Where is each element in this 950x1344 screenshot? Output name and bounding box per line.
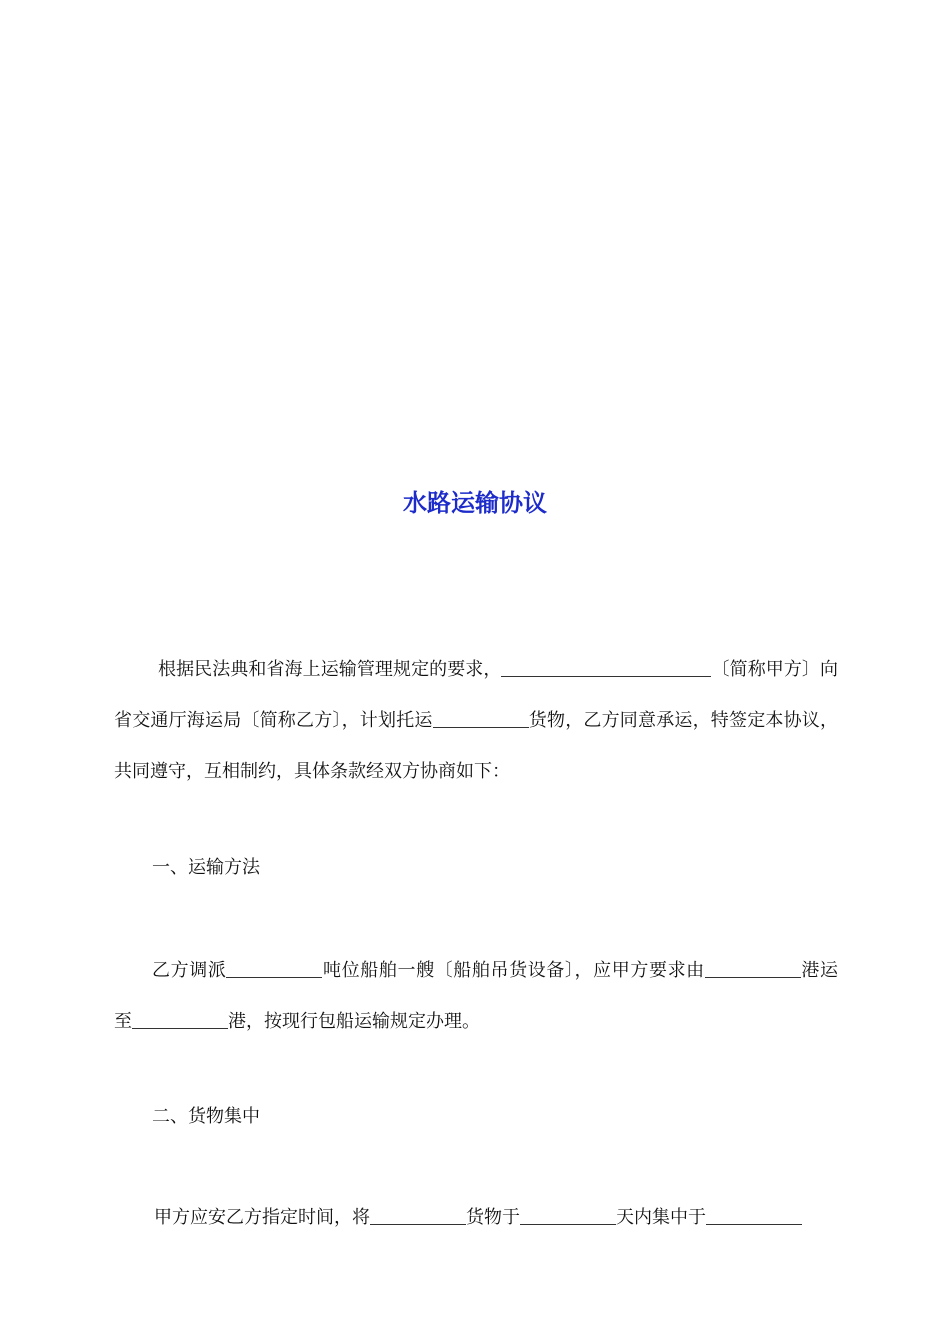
cargo-name-blank[interactable] bbox=[433, 709, 529, 728]
cargo-blank[interactable] bbox=[370, 1206, 466, 1225]
section-2-text-3: 天内集中于 bbox=[616, 1207, 706, 1228]
section-1-text-2: 吨位船舶一艘〔船舶吊货设备〕，应甲方要求由 bbox=[322, 960, 705, 981]
collection-place-blank[interactable] bbox=[706, 1206, 802, 1225]
destination-port-blank[interactable] bbox=[132, 1010, 228, 1029]
section-1-text-4: 港，按现行包船运输规定办理。 bbox=[228, 1011, 480, 1032]
section-1-text-3: 港运至 bbox=[114, 960, 839, 1032]
ship-tonnage-blank[interactable] bbox=[226, 959, 322, 978]
intro-paragraph bbox=[114, 644, 838, 797]
party-a-name-blank[interactable] bbox=[501, 658, 711, 677]
days-blank[interactable] bbox=[520, 1206, 616, 1225]
section-1-text-1: 乙方调派 bbox=[152, 960, 227, 981]
section-1-paragraph bbox=[114, 945, 838, 1047]
intro-text-3: 货物，乙方同意承运，特签定本协议，共同遵守，互相制约，具体条款经双方协商如下： bbox=[114, 710, 839, 782]
intro-text-1: 根据民法典和省海上运输管理规定的要求， bbox=[158, 659, 502, 680]
section-2-paragraph bbox=[114, 1192, 838, 1243]
origin-port-blank[interactable] bbox=[705, 959, 801, 978]
section-2-text-2: 货物于 bbox=[466, 1207, 520, 1228]
section-2-text-1: 甲方应安乙方指定时间，将 bbox=[154, 1207, 370, 1228]
document-title: 水路运输协议 bbox=[403, 489, 547, 517]
intro-text-2: 〔简称甲方〕向省交通厅海运局〔简称乙方〕，计划托运 bbox=[114, 659, 839, 731]
section-1-heading: 一、运输方法 bbox=[152, 857, 260, 878]
section-2-heading: 二、货物集中 bbox=[152, 1106, 260, 1127]
